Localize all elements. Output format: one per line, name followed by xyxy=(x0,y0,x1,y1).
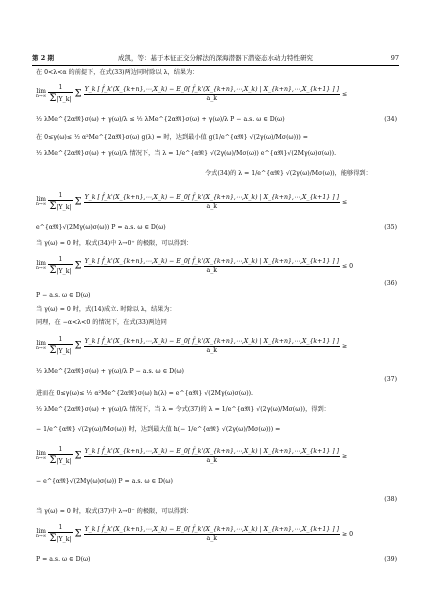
inverse-sum-fraction: $\frac{1}{\Sigma|Y\_k|}$ xyxy=(49,84,72,104)
equation-number-35: (35) xyxy=(384,224,397,231)
equation-38-lhs: lim n→∞ $\frac{1}{\Sigma|Y\_k|}$ Σ Y_k [ f̂_k'(X_{k+n},⋯,X_k) − E_0[ f̂_k'(X_{k+n},⋯,X_k) | X_{k+n},⋯,X_{k+1} ] ] a_k ≥ xyxy=(36,446,348,466)
text-line-6: 当 γ(ω) = 0 时，式(14)成立. 时除以 λ，结果为： xyxy=(36,306,176,313)
limsup-operator: lim n→∞ xyxy=(36,88,47,100)
equation-34-lhs: lim n→∞ $\frac{1}{\Sigma|Y\_k|}$ Σ Y_k [ f̂_k'(X_{k+n},⋯,X_k) − E_0[ f̂_k'(X_{k+n},⋯,X_k) | X_{k+n},⋯,X_{k+1} ] ] a_k ≤ xyxy=(36,84,348,104)
page-number: 97 xyxy=(390,53,399,62)
equation-37-lhs: lim n→∞ $\frac{1}{\Sigma|Y\_k|}$ Σ Y_k [ f̂_k'(X_{k+n},⋯,X_k) − E_0[ f̂_k'(X_{k+n},⋯,X_k) | X_{k+n},⋯,X_{k+1} ] ] a_k ≥ xyxy=(36,336,348,356)
equation-34-rhs: ½ λMe^{2α𝔐}σ(ω) + γ(ω)/λ ≤ ½ λMe^{2α𝔐}σ(ω) + γ(ω)/λ P − a.s. ω ∈ D(ω) xyxy=(36,116,285,123)
text-line-1: 在 0<λ<α 的前提下，在式(33)两边同时除以 λ，结果为： xyxy=(36,69,199,76)
text-line-9: ½ λMe^{2α𝔐}σ(ω) + γ(ω)/λ 情况下，当 λ = 令式(37)的 λ = 1/e^{α𝔐} √(2γ(ω)/Mσ(ω))，得到： xyxy=(36,406,330,413)
text-line-5: 当 γ(ω) = 0 时，取式(34)中 λ→0⁺ 的极限，可以得到： xyxy=(36,240,193,247)
issue-number: 第 2 期 xyxy=(32,53,55,62)
equation-35-rhs: e^{α𝔐}√(2Mγ(ω)σ(ω)) P = a.s. ω ∈ D(ω) xyxy=(36,224,166,231)
equation-number-36: (36) xyxy=(384,280,397,287)
text-line-2: 在 0≤γ(ω)≤ ½ α²Me^{2α𝔐}σ(ω) g(λ) = 时，达到最小值 g(1/e^{α𝔐} √(2γ(ω)/Mσ(ω))) = xyxy=(36,134,308,141)
equation-number-34: (34) xyxy=(384,116,397,123)
equation-36-lhs: lim n→∞ $\frac{1}{\Sigma|Y\_k|}$ Σ Y_k [ f̂_k'(X_{k+n},⋯,X_k) − E_0[ f̂_k'(X_{k+n},⋯,X_k) | X_{k+n},⋯,X_{k+1} ] ] a_k ≤ 0 xyxy=(36,256,354,276)
running-title: 成凯，等：基于本征正交分解法的深海潜器下潜姿态水动力特性研究 xyxy=(118,53,313,62)
equation-number-38: (38) xyxy=(384,496,397,503)
equation-39-tail: P = a.s. ω ∈ D(ω) xyxy=(36,556,91,563)
text-line-7: 同理，在 −α<λ<0 的情况下，在式(33)两边同 xyxy=(36,319,167,326)
text-line-3: ½ λMe^{2α𝔐}σ(ω) + γ(ω)/λ 情况下，当 λ = 1/e^{α𝔐} √(2γ(ω)/Mσ(ω)) e^{α𝔐}√(2Mγ(ω)σ(ω)). xyxy=(36,150,337,157)
equation-35-lhs: lim n→∞ $\frac{1}{\Sigma|Y\_k|}$ Σ Y_k [ f̂_k'(X_{k+n},⋯,X_k) − E_0[ f̂_k'(X_{k+n},⋯,X_k) | X_{k+n},⋯,X_{k+1} ] ] a_k ≤ xyxy=(36,192,348,212)
text-line-11: 当 γ(ω) = 0 时，取式(37)中 λ→0⁻ 的极限，可以得到： xyxy=(36,508,193,515)
text-line-4: 令式(34)的 λ = 1/e^{α𝔐} √(2γ(ω)/Mσ(ω))，能够得到： xyxy=(205,170,372,177)
text-line-8: 进而在 0≤γ(ω)≤ ½ α²Me^{2α𝔐}σ(ω) h(λ) = e^{α𝔐} √(2Mγ(ω)σ(ω)). xyxy=(36,390,254,397)
equation-38-rhs: − e^{α𝔐}√(2Mγ(ω)σ(ω)) P = a.s. ω ∈ D(ω) xyxy=(36,478,173,485)
sum-symbol: Σ xyxy=(74,88,82,100)
equation-37-rhs: ½ λMe^{2α𝔐}σ(ω) + γ(ω)/λ P − a.s. ω ∈ D(ω) xyxy=(36,368,184,375)
equation-number-39: (39) xyxy=(384,556,397,563)
text-line-10: − 1/e^{α𝔐} √(2γ(ω)/Mσ(ω)) 时，达到最大值 h(− 1/e^{α𝔐} √(2γ(ω)/Mσ(ω))) = xyxy=(36,426,281,433)
equation-number-37: (37) xyxy=(384,376,397,383)
main-fraction: Y_k [ f̂_k'(X_{k+n},⋯,X_k) − E_0[ f̂_k'(X_{k+n},⋯,X_k) | X_{k+n},⋯,X_{k+1} ] ] a_k xyxy=(84,86,339,103)
header-rule xyxy=(32,65,399,66)
running-header xyxy=(32,52,399,64)
equation-36-tail: P − a.s. ω ∈ D(ω) xyxy=(36,292,91,299)
equation-39-lhs: lim n→∞ $\frac{1}{\Sigma|Y\_k|}$ Σ Y_k [ f̂_k'(X_{k+n},⋯,X_k) − E_0[ f̂_k'(X_{k+n},⋯,X_k) | X_{k+n},⋯,X_{k+1} ] ] a_k ≥ 0 xyxy=(36,524,354,544)
